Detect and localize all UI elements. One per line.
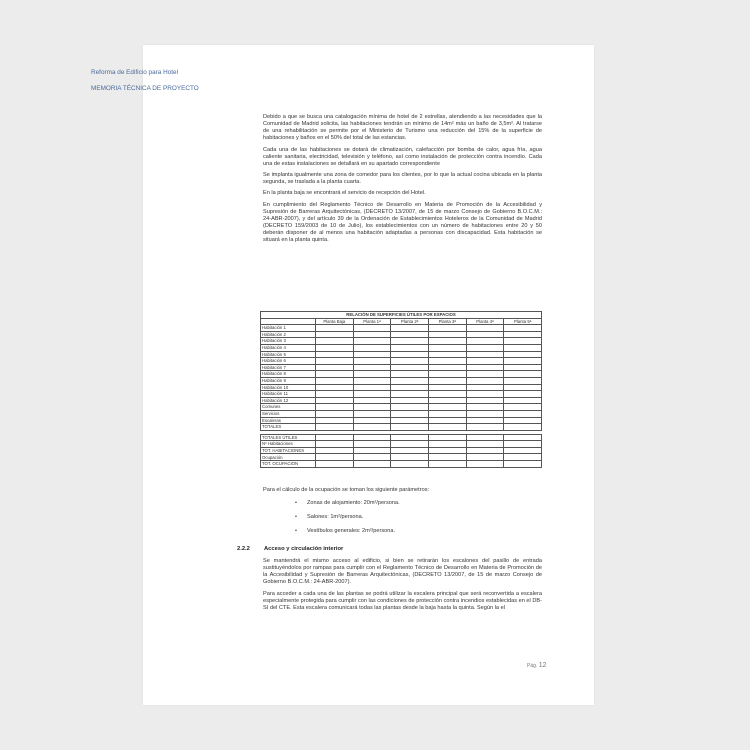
paragraph: Debido a que se busca una catalogación mínima de hotel de 2 estrellas, atendiendo a las necesidades que la Comunidad de Madrid solicita, las habitaciones tendrán un mínimo de 14m² más un baño de 3,5m². Al tratarse de una rehabilitación se permite por el Ministerio de Turismo una reducción del 15% de la superficie de habitaciones y baños en el 50% del total de las estancias. — [263, 114, 542, 142]
section-heading — [237, 546, 343, 552]
bullet-icon: • — [295, 500, 297, 506]
table-cell — [316, 377, 354, 384]
table-cell — [504, 371, 542, 378]
table-cell — [466, 391, 504, 398]
table-cell — [316, 447, 354, 454]
summary-row — [261, 434, 542, 441]
table-cell — [504, 461, 542, 468]
page-number-value: 12 — [538, 662, 547, 669]
table-cell — [391, 461, 429, 468]
row-label: Habitación 6 — [261, 358, 316, 365]
column-header: Planta 1ª — [353, 318, 391, 325]
table-row — [261, 364, 542, 371]
paragraph: Se implanta igualmente una zona de comedor para los clientes, por lo que la actual cocina ubicada en la planta segunda, se traslada a la planta cuarta. — [263, 172, 542, 186]
table-cell — [316, 331, 354, 338]
row-label: Nº Habitaciones — [261, 441, 316, 448]
table-cell — [466, 410, 504, 417]
table-row — [261, 344, 542, 351]
table-cell — [316, 391, 354, 398]
row-label: Habitación 1 — [261, 325, 316, 332]
row-label: Habitación 11 — [261, 391, 316, 398]
table-cell — [504, 410, 542, 417]
table-row — [261, 358, 542, 365]
table-cell — [391, 417, 429, 424]
table-cell — [504, 338, 542, 345]
table-cell — [391, 351, 429, 358]
bullet-icon: • — [295, 528, 297, 534]
table-cell — [391, 447, 429, 454]
table-cell — [428, 351, 466, 358]
paragraph: Cada una de las habitaciones se dotará de climatización, calefacción por bomba de calor, agua fría, agua caliente sanitaria, electricidad, televisión y teléfono, así como instalación de protección contra incendio. Cada una de estas instalaciones se detallará en su apartado correspondiente — [263, 146, 542, 167]
table-cell — [316, 454, 354, 461]
header-document-title: MEMORIA TÉCNICA DE PROYECTO — [91, 85, 199, 92]
table-body — [261, 325, 542, 467]
table-cell — [504, 331, 542, 338]
table-row — [261, 377, 542, 384]
table-row — [261, 404, 542, 411]
table-cell — [466, 338, 504, 345]
table-cell — [353, 325, 391, 332]
table-cell — [353, 377, 391, 384]
table-cell — [466, 461, 504, 468]
table-cell — [428, 434, 466, 441]
table-cell — [353, 384, 391, 391]
table-cell — [316, 441, 354, 448]
table-row — [261, 417, 542, 424]
table-cell — [391, 404, 429, 411]
table-cell — [504, 447, 542, 454]
table-cell — [391, 434, 429, 441]
table-cell — [466, 384, 504, 391]
table-cell — [391, 377, 429, 384]
intro-text — [263, 114, 542, 248]
table-title: RELACIÓN DE SUPERFICIES ÚTILES POR ESPACIOS — [261, 312, 542, 319]
paragraph: En la planta baja se encontrará el servicio de recepción del Hotel. — [263, 190, 426, 197]
table-cell — [428, 358, 466, 365]
table-cell — [466, 377, 504, 384]
table-cell — [504, 434, 542, 441]
table-cell — [428, 454, 466, 461]
column-header: Planta 4ª — [466, 318, 504, 325]
table-cell — [428, 344, 466, 351]
table-cell — [391, 371, 429, 378]
table-cell — [316, 344, 354, 351]
table-cell — [316, 371, 354, 378]
table-cell — [428, 424, 466, 431]
table-row — [261, 384, 542, 391]
table-cell — [353, 434, 391, 441]
table-cell — [466, 351, 504, 358]
table-cell — [391, 391, 429, 398]
surface-table — [260, 311, 542, 468]
table-row — [261, 410, 542, 417]
table-cell — [466, 344, 504, 351]
table-cell — [316, 325, 354, 332]
table-cell — [316, 461, 354, 468]
table-cell — [316, 364, 354, 371]
row-label: Habitación 10 — [261, 384, 316, 391]
table-cell — [353, 441, 391, 448]
table-cell — [466, 397, 504, 404]
column-header: Planta 2ª — [391, 318, 429, 325]
table-cell — [391, 397, 429, 404]
table-cell — [391, 338, 429, 345]
table-row — [261, 397, 542, 404]
table-cell — [428, 371, 466, 378]
list-item-text: Salones: 1m²/persona. — [307, 514, 364, 520]
table-cell — [353, 338, 391, 345]
table-cell — [353, 397, 391, 404]
table-cell — [466, 358, 504, 365]
summary-row — [261, 441, 542, 448]
row-label: TOT. OCUPACION — [261, 461, 316, 468]
column-header: Planta Baja — [316, 318, 354, 325]
table-cell — [353, 404, 391, 411]
table-row — [261, 371, 542, 378]
row-label: Ocupación — [261, 454, 316, 461]
row-label: Habitación 12 — [261, 397, 316, 404]
table-cell — [391, 410, 429, 417]
table-cell — [504, 344, 542, 351]
table-row — [261, 424, 542, 431]
table-cell — [316, 417, 354, 424]
table-cell — [428, 441, 466, 448]
table-cell — [428, 410, 466, 417]
table-cell — [353, 461, 391, 468]
row-label: Habitación 5 — [261, 351, 316, 358]
table-cell — [428, 391, 466, 398]
row-label: Habitación 4 — [261, 344, 316, 351]
table-row — [261, 391, 542, 398]
paragraph: Para acceder a cada una de las plantas se podrá utilizar la escalera principal que será reconvertida a escalera especialmente protegida para cumplir con las condiciones de protección contra incendios establecidas en el DB-SI del CTE. Esta escalera comunicará todas las plantas desde la baja hasta la quinta. Según la el — [263, 590, 542, 612]
table-cell — [428, 461, 466, 468]
table-cell — [466, 454, 504, 461]
list-item — [295, 514, 363, 520]
list-item-text: Zonas de alojamiento: 20m²/persona. — [307, 500, 400, 506]
table-row — [261, 331, 542, 338]
table-cell — [428, 338, 466, 345]
table-cell — [504, 441, 542, 448]
paragraph: Se mantendrá el mismo acceso al edificio, si bien se retirarán los escalones del pasillo de entrada sustituyéndolos por rampas para cumplir con el Reglamento Técnico de Desarrollo en Materia de Promoción de la Accesibilidad y Supresión de Barreras Arquitectónicas, (DECRETO 13/2007, de 15 de marzo Consejo de Gobierno B.O.C.M.: 24-ABR-2007). — [263, 558, 542, 586]
table-cell — [428, 377, 466, 384]
table-cell — [466, 434, 504, 441]
row-label: TOTALES ÚTILES — [261, 434, 316, 441]
table-cell — [466, 325, 504, 332]
table-cell — [316, 404, 354, 411]
table-cell — [391, 325, 429, 332]
table-cell — [504, 364, 542, 371]
table-cell — [316, 338, 354, 345]
column-header: Planta 3ª — [428, 318, 466, 325]
list-item — [295, 528, 395, 534]
table-cell — [466, 424, 504, 431]
table-cell — [466, 441, 504, 448]
section-number: 2.2.2 — [237, 546, 250, 552]
row-label: Habitación 3 — [261, 338, 316, 345]
table-cell — [428, 325, 466, 332]
occupancy-intro: Para el cálculo de la ocupación se toman los siguiente parámetros: — [263, 487, 430, 493]
row-label: TOTALES — [261, 424, 316, 431]
table-cell — [428, 384, 466, 391]
table-cell — [428, 364, 466, 371]
table-cell — [504, 417, 542, 424]
table-cell — [353, 417, 391, 424]
table-cell — [504, 358, 542, 365]
table-cell — [504, 397, 542, 404]
table-cell — [504, 351, 542, 358]
paragraph: En cumplimiento del Reglamento Técnico de Desarrollo en Materia de Promoción de la Accesibilidad y Supresión de Barreras Arquitectónicas, (DECRETO 13/2007, de 15 de marzo Consejo de Gobierno B.O.C.M.: 24-ABR-2007), y del artículo 39 de la Ordenación de Establecimientos Hoteleros de la Comunidad de Madrid (DECRETO 159/2003 de 10 de Julio), los establecimientos con un número de habitaciones entre 20 y 50 deberán disponer de al menos una habitación adaptadas a personas con discapacidad. Esta habitación se situará en la planta quinta. — [263, 201, 542, 244]
section-text — [263, 558, 542, 617]
table-cell — [391, 364, 429, 371]
summary-row — [261, 447, 542, 454]
table-cell — [466, 404, 504, 411]
table-row — [261, 325, 542, 332]
table-cell — [466, 447, 504, 454]
table-cell — [428, 417, 466, 424]
table-cell — [316, 434, 354, 441]
table-cell — [353, 424, 391, 431]
table-cell — [391, 384, 429, 391]
row-label: Habitación 8 — [261, 371, 316, 378]
list-item — [295, 500, 400, 506]
table-cell — [353, 391, 391, 398]
page-number — [527, 662, 546, 669]
table-cell — [353, 344, 391, 351]
table-cell — [316, 351, 354, 358]
table-cell — [504, 377, 542, 384]
table-cell — [316, 358, 354, 365]
table-cell — [353, 447, 391, 454]
table-cell — [504, 384, 542, 391]
table-cell — [391, 454, 429, 461]
table-cell — [391, 331, 429, 338]
table-cell — [504, 424, 542, 431]
table-corner-cell — [261, 318, 316, 325]
summary-row — [261, 461, 542, 468]
row-label: Comunes — [261, 404, 316, 411]
table-cell — [428, 331, 466, 338]
table-cell — [428, 404, 466, 411]
table-cell — [466, 371, 504, 378]
table-cell — [391, 441, 429, 448]
table-cell — [353, 364, 391, 371]
table-cell — [504, 325, 542, 332]
table-cell — [504, 454, 542, 461]
table-cell — [316, 384, 354, 391]
row-label: TOT. HABITACIONES — [261, 447, 316, 454]
table-cell — [466, 331, 504, 338]
table-cell — [353, 351, 391, 358]
summary-row — [261, 454, 542, 461]
table-cell — [353, 358, 391, 365]
table-cell — [391, 344, 429, 351]
row-label: Habitación 9 — [261, 377, 316, 384]
section-title: Acceso y circulación interior — [264, 546, 344, 552]
table-cell — [466, 417, 504, 424]
row-label: Habitación 7 — [261, 364, 316, 371]
table-cell — [316, 397, 354, 404]
page-number-prefix: Pág. — [527, 663, 538, 669]
table-cell — [353, 371, 391, 378]
table-cell — [316, 424, 354, 431]
table-row — [261, 338, 542, 345]
table-cell — [353, 454, 391, 461]
table-cell — [466, 364, 504, 371]
table-cell — [316, 410, 354, 417]
table-cell — [391, 424, 429, 431]
header-project-title: Reforma de Edificio para Hotel — [91, 69, 179, 76]
table-row — [261, 351, 542, 358]
row-label: Servicios — [261, 410, 316, 417]
column-header: Planta 5ª — [504, 318, 542, 325]
row-label: Habitación 2 — [261, 331, 316, 338]
list-item-text: Vestíbulos generales: 2m²/persona. — [307, 528, 395, 534]
table-cell — [353, 331, 391, 338]
table-cell — [428, 397, 466, 404]
table-cell — [353, 410, 391, 417]
row-label: Escaleras — [261, 417, 316, 424]
table-cell — [428, 447, 466, 454]
table-cell — [391, 358, 429, 365]
table-cell — [504, 391, 542, 398]
bullet-icon: • — [295, 514, 297, 520]
table-cell — [504, 404, 542, 411]
